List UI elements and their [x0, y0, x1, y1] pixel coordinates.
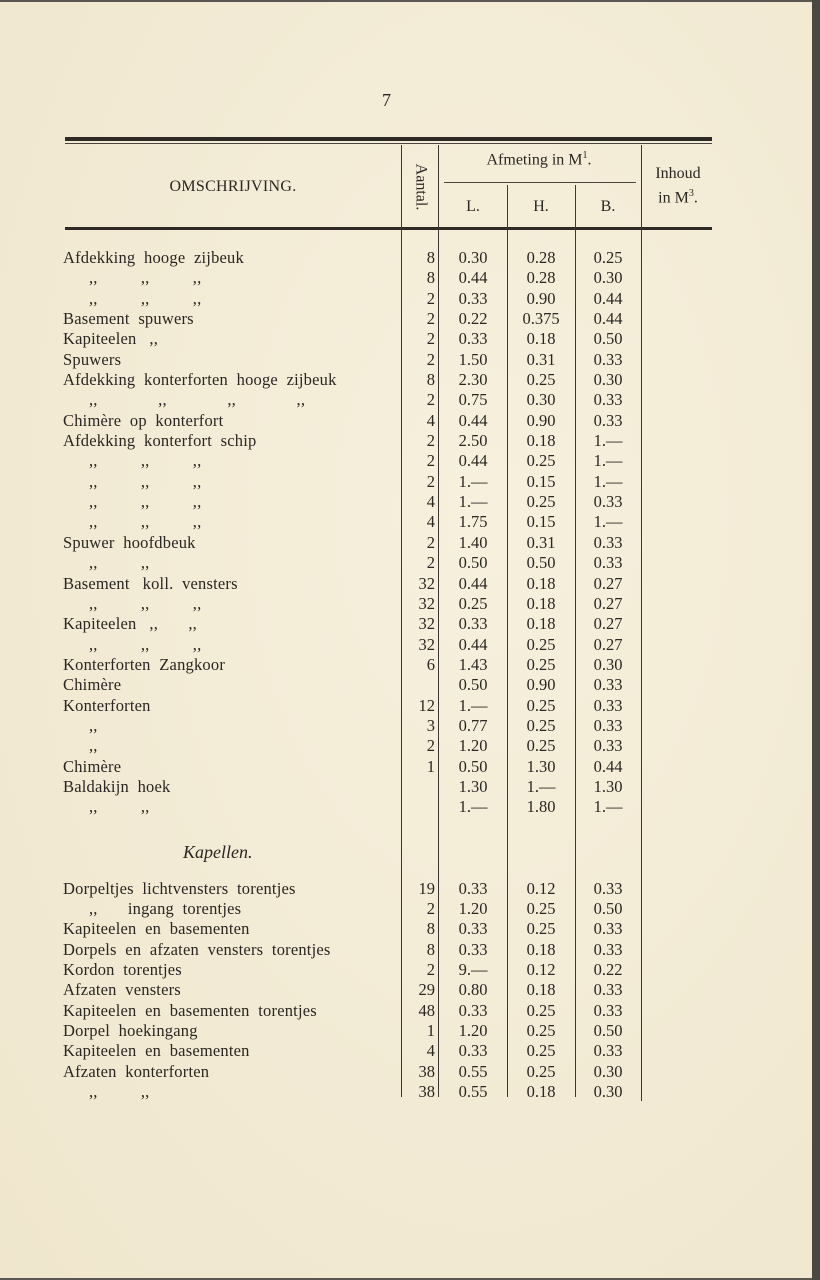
- row-length: 0.44: [458, 451, 488, 471]
- row-height: 0.25: [526, 654, 556, 674]
- row-length: 0.44: [458, 410, 488, 430]
- row-height: 0.18: [526, 329, 556, 349]
- row-description: ,, ,,: [63, 797, 150, 817]
- table-row: [63, 980, 713, 1000]
- row-width: 0.27: [593, 593, 623, 613]
- header-dimensions-label: Afmeting in M: [486, 151, 583, 169]
- row-count: 2: [426, 451, 435, 471]
- row-count: 8: [426, 919, 435, 939]
- top-rule-thin: [65, 143, 712, 144]
- row-count: 1: [426, 756, 435, 776]
- row-description: ,, ,, ,,: [63, 268, 202, 288]
- header-dimensions: [439, 150, 639, 169]
- table-row: [63, 899, 713, 919]
- row-description: Konterforten: [63, 695, 151, 715]
- row-description: Chimère: [63, 756, 122, 776]
- row-width: 0.33: [593, 390, 623, 410]
- row-length: 1.—: [458, 797, 488, 817]
- page-number: 7: [382, 90, 391, 110]
- row-height: 0.25: [526, 451, 556, 471]
- row-height: 1.80: [526, 797, 556, 817]
- row-length: 1.40: [458, 532, 488, 552]
- document-page: [0, 2, 814, 1278]
- row-height: 0.25: [526, 492, 556, 512]
- row-description: Konterforten Zangkoor: [63, 654, 226, 674]
- row-height: 0.25: [526, 695, 556, 715]
- row-height: 0.15: [526, 471, 556, 491]
- row-description: Kapiteelen en basementen torentjes: [63, 1000, 317, 1020]
- row-length: 9.—: [458, 960, 488, 979]
- row-width: 0.27: [593, 634, 623, 654]
- row-description: ,, ,, ,,: [63, 593, 202, 613]
- row-count: 2: [426, 532, 435, 552]
- row-width: 0.33: [593, 410, 623, 430]
- row-width: 0.33: [593, 553, 623, 573]
- row-height: 0.50: [526, 553, 556, 573]
- row-height: 0.25: [526, 898, 556, 918]
- table-row: [63, 350, 713, 370]
- row-description: ,,: [63, 715, 98, 735]
- row-count: 29: [418, 980, 435, 1000]
- row-count: 4: [426, 1041, 435, 1061]
- row-height: 0.18: [526, 980, 556, 1000]
- header-content-suffix: .: [693, 189, 698, 207]
- row-description: Chimère: [63, 675, 122, 695]
- row-length: 0.77: [458, 715, 488, 735]
- row-count: 2: [426, 960, 435, 979]
- row-length: 0.75: [458, 390, 488, 410]
- row-length: 1.50: [458, 349, 488, 369]
- header-content-line1: Inhoud: [655, 165, 701, 182]
- table-row: [63, 919, 713, 939]
- row-description: Afzaten vensters: [63, 980, 181, 1000]
- table-row: [63, 594, 713, 614]
- table-row: [63, 696, 713, 716]
- dimensions-sub-rule: [444, 182, 636, 183]
- row-height: 0.90: [526, 288, 556, 308]
- row-description: ,, ,, ,,: [63, 471, 202, 491]
- row-count: 1: [426, 1021, 435, 1041]
- row-width: 0.33: [593, 695, 623, 715]
- row-length: 0.44: [458, 573, 488, 593]
- book-edge: [812, 0, 820, 1280]
- row-length: 0.50: [458, 675, 488, 695]
- row-description: ,, ,, ,,: [63, 451, 202, 471]
- header-bottom-rule: [65, 227, 712, 230]
- row-height: 0.25: [526, 736, 556, 756]
- table-row: [63, 553, 713, 573]
- row-height: 0.30: [526, 390, 556, 410]
- table-row: [63, 289, 713, 309]
- table-row: [63, 431, 713, 451]
- row-width: 0.33: [593, 919, 623, 939]
- row-description: Afdekking hooge zijbeuk: [63, 248, 244, 267]
- table-row: [63, 635, 713, 655]
- row-count: 32: [418, 634, 435, 654]
- row-height: 0.18: [526, 431, 556, 451]
- row-count: 2: [426, 471, 435, 491]
- row-description: Kapiteelen ,,: [63, 329, 159, 349]
- row-description: Spuwers: [63, 349, 122, 369]
- row-count: 32: [418, 593, 435, 613]
- row-count: 4: [426, 492, 435, 512]
- row-length: 1.20: [458, 898, 488, 918]
- row-width: 1.—: [593, 512, 623, 532]
- row-length: 0.25: [458, 593, 488, 613]
- row-width: 0.50: [593, 329, 623, 349]
- row-description: Chimère op konterfort: [63, 410, 224, 430]
- row-length: 0.33: [458, 329, 488, 349]
- row-width: 0.33: [593, 736, 623, 756]
- row-description: ,,: [63, 736, 98, 756]
- row-width: 0.27: [593, 573, 623, 593]
- row-count: 38: [418, 1082, 435, 1102]
- row-height: 1.—: [526, 776, 556, 796]
- table-row: [63, 940, 713, 960]
- row-count: 3: [426, 715, 435, 735]
- row-width: 0.50: [593, 898, 623, 918]
- row-width: 0.25: [593, 248, 623, 267]
- row-height: 0.25: [526, 1021, 556, 1041]
- row-width: 0.33: [593, 675, 623, 695]
- row-height: 0.25: [526, 1061, 556, 1081]
- row-width: 1.—: [593, 471, 623, 491]
- row-count: 48: [418, 1000, 435, 1020]
- row-description: Dorpels en afzaten vensters torentjes: [63, 939, 331, 959]
- row-description: Kapiteelen en basementen: [63, 1041, 250, 1061]
- table-row: [63, 675, 713, 695]
- row-length: 0.50: [458, 756, 488, 776]
- row-width: 0.44: [593, 288, 623, 308]
- row-count: 2: [426, 329, 435, 349]
- header-dimensions-sup: 1: [582, 150, 588, 161]
- row-width: 0.33: [593, 878, 623, 898]
- row-width: 0.33: [593, 1041, 623, 1061]
- row-length: 0.30: [458, 248, 488, 267]
- row-length: 0.44: [458, 634, 488, 654]
- row-count: 2: [426, 736, 435, 756]
- header-dimensions-suffix: .: [587, 151, 592, 169]
- row-description: Kapiteelen ,, ,,: [63, 614, 198, 634]
- row-count: 32: [418, 614, 435, 634]
- row-description: Baldakijn hoek: [63, 776, 171, 796]
- row-width: 0.33: [593, 1000, 623, 1020]
- row-length: 1.—: [458, 492, 488, 512]
- row-height: 0.25: [526, 370, 556, 390]
- table-row: [63, 533, 713, 553]
- row-length: 0.22: [458, 309, 488, 329]
- table-row: [63, 472, 713, 492]
- table-row: [63, 797, 713, 817]
- table-row: [63, 370, 713, 390]
- row-length: 0.33: [458, 288, 488, 308]
- row-length: 1.30: [458, 776, 488, 796]
- row-width: 0.33: [593, 980, 623, 1000]
- table-row: [63, 329, 713, 349]
- row-length: 0.33: [458, 1041, 488, 1061]
- row-count: 12: [418, 695, 435, 715]
- row-count: 8: [426, 370, 435, 390]
- row-height: 0.25: [526, 715, 556, 735]
- row-count: 2: [426, 431, 435, 451]
- table-row: [63, 879, 713, 899]
- row-length: 1.75: [458, 512, 488, 532]
- header-length: L.: [466, 198, 480, 215]
- row-length: 2.30: [458, 370, 488, 390]
- table-row: [63, 777, 713, 797]
- row-width: 0.30: [593, 268, 623, 288]
- row-length: 0.33: [458, 1000, 488, 1020]
- row-height: 1.30: [526, 756, 556, 776]
- table-row: [63, 268, 713, 288]
- row-length: 1.—: [458, 695, 488, 715]
- row-length: 0.33: [458, 939, 488, 959]
- table-row: [63, 716, 713, 736]
- table-row: [63, 574, 713, 594]
- row-count: 8: [426, 248, 435, 267]
- table-row: [63, 1082, 713, 1102]
- row-description: ,, ingang torentjes: [63, 898, 242, 918]
- row-width: 0.50: [593, 1021, 623, 1041]
- row-height: 0.25: [526, 919, 556, 939]
- row-width: 0.44: [593, 756, 623, 776]
- table-row: [63, 614, 713, 634]
- row-height: 0.28: [526, 248, 556, 267]
- row-count: 8: [426, 268, 435, 288]
- header-height: H.: [533, 198, 549, 215]
- row-count: 2: [426, 288, 435, 308]
- row-length: 1.43: [458, 654, 488, 674]
- row-height: 0.90: [526, 410, 556, 430]
- row-count: 2: [426, 553, 435, 573]
- row-width: 0.33: [593, 492, 623, 512]
- row-width: 0.22: [593, 960, 623, 979]
- row-description: Kapiteelen en basementen: [63, 919, 250, 939]
- row-width: 0.33: [593, 532, 623, 552]
- table-row: [63, 1021, 713, 1041]
- header-count-label: Aantal.: [412, 163, 429, 211]
- header-content-line2: [643, 184, 713, 208]
- row-width: 1.30: [593, 776, 623, 796]
- row-height: 0.18: [526, 614, 556, 634]
- row-description: Afdekking konterforten hooge zijbeuk: [63, 370, 337, 390]
- table-row: [63, 248, 713, 268]
- row-count: 2: [426, 349, 435, 369]
- row-length: 1.—: [458, 471, 488, 491]
- row-width: 1.—: [593, 451, 623, 471]
- top-rule: [65, 137, 712, 141]
- row-description: Afdekking konterfort schip: [63, 431, 257, 451]
- header-width: B.: [600, 198, 616, 215]
- header-description: OMSCHRIJVING.: [169, 178, 297, 195]
- row-width: 0.30: [593, 370, 623, 390]
- table-row: [63, 1041, 713, 1061]
- row-length: 0.33: [458, 614, 488, 634]
- table-row: [63, 655, 713, 675]
- row-width: 0.30: [593, 1061, 623, 1081]
- table-row: [63, 411, 713, 431]
- row-width: 0.44: [593, 309, 623, 329]
- table-row: [63, 757, 713, 777]
- row-width: 0.33: [593, 939, 623, 959]
- row-height: 0.25: [526, 1041, 556, 1061]
- table-row: [63, 960, 713, 980]
- row-description: ,, ,, ,,: [63, 492, 202, 512]
- row-height: 0.12: [526, 878, 556, 898]
- row-length: 1.20: [458, 1021, 488, 1041]
- row-length: 0.80: [458, 980, 488, 1000]
- row-count: 4: [426, 410, 435, 430]
- row-count: 2: [426, 390, 435, 410]
- row-height: 0.18: [526, 1082, 556, 1102]
- row-height: 0.15: [526, 512, 556, 532]
- row-height: 0.90: [526, 675, 556, 695]
- section-heading: [63, 818, 713, 879]
- row-height: 0.25: [526, 634, 556, 654]
- row-count: 32: [418, 573, 435, 593]
- table-row: [63, 512, 713, 532]
- row-height: 0.31: [526, 532, 556, 552]
- row-description: Afzaten konterforten: [63, 1061, 210, 1081]
- table-row: [63, 1062, 713, 1082]
- row-height: 0.12: [526, 960, 556, 979]
- header-content: [643, 164, 713, 208]
- row-description: Dorpel hoekingang: [63, 1021, 198, 1041]
- row-width: 0.27: [593, 614, 623, 634]
- row-width: 1.—: [593, 431, 623, 451]
- row-count: 2: [426, 309, 435, 329]
- header-content-line2-text: in M: [658, 189, 689, 207]
- row-description: Basement spuwers: [63, 309, 194, 329]
- row-height: 0.18: [526, 593, 556, 613]
- row-description: Basement koll. vensters: [63, 573, 238, 593]
- table-row: [63, 736, 713, 756]
- row-description: ,, ,, ,,: [63, 634, 202, 654]
- row-description: Kordon torentjes: [63, 960, 182, 979]
- row-height: 0.18: [526, 939, 556, 959]
- row-width: 1.—: [593, 797, 623, 817]
- row-height: 0.375: [522, 309, 560, 329]
- row-width: 0.30: [593, 654, 623, 674]
- row-height: 0.25: [526, 1000, 556, 1020]
- row-count: 38: [418, 1061, 435, 1081]
- row-length: 0.50: [458, 553, 488, 573]
- header-content-sup: 3: [688, 188, 694, 199]
- row-width: 0.33: [593, 349, 623, 369]
- row-height: 0.31: [526, 349, 556, 369]
- row-description: ,, ,, ,,: [63, 288, 202, 308]
- table-row: [63, 451, 713, 471]
- row-height: 0.18: [526, 573, 556, 593]
- row-description: Dorpeltjes lichtvensters torentjes: [63, 878, 296, 898]
- row-width: 0.30: [593, 1082, 623, 1102]
- row-count: 19: [418, 878, 435, 898]
- row-length: 2.50: [458, 431, 488, 451]
- row-count: 6: [426, 654, 435, 674]
- row-count: 4: [426, 512, 435, 532]
- row-length: 0.33: [458, 878, 488, 898]
- table-row: [63, 309, 713, 329]
- row-length: 1.20: [458, 736, 488, 756]
- table-row: [63, 1001, 713, 1021]
- row-description: ,, ,, ,, ,,: [63, 390, 306, 410]
- section-title: Kapellen.: [183, 841, 253, 862]
- row-height: 0.28: [526, 268, 556, 288]
- row-length: 0.44: [458, 268, 488, 288]
- table-row: [63, 390, 713, 410]
- row-description: ,, ,, ,,: [63, 512, 202, 532]
- row-length: 0.55: [458, 1061, 488, 1081]
- row-width: 0.33: [593, 715, 623, 735]
- row-count: 2: [426, 898, 435, 918]
- row-length: 0.55: [458, 1082, 488, 1102]
- table-body: [63, 248, 713, 1102]
- row-description: Spuwer hoofdbeuk: [63, 532, 196, 552]
- row-length: 0.33: [458, 919, 488, 939]
- header-count: [402, 148, 438, 226]
- row-count: 8: [426, 939, 435, 959]
- row-description: ,, ,,: [63, 553, 150, 573]
- row-description: ,, ,,: [63, 1082, 150, 1102]
- table-row: [63, 492, 713, 512]
